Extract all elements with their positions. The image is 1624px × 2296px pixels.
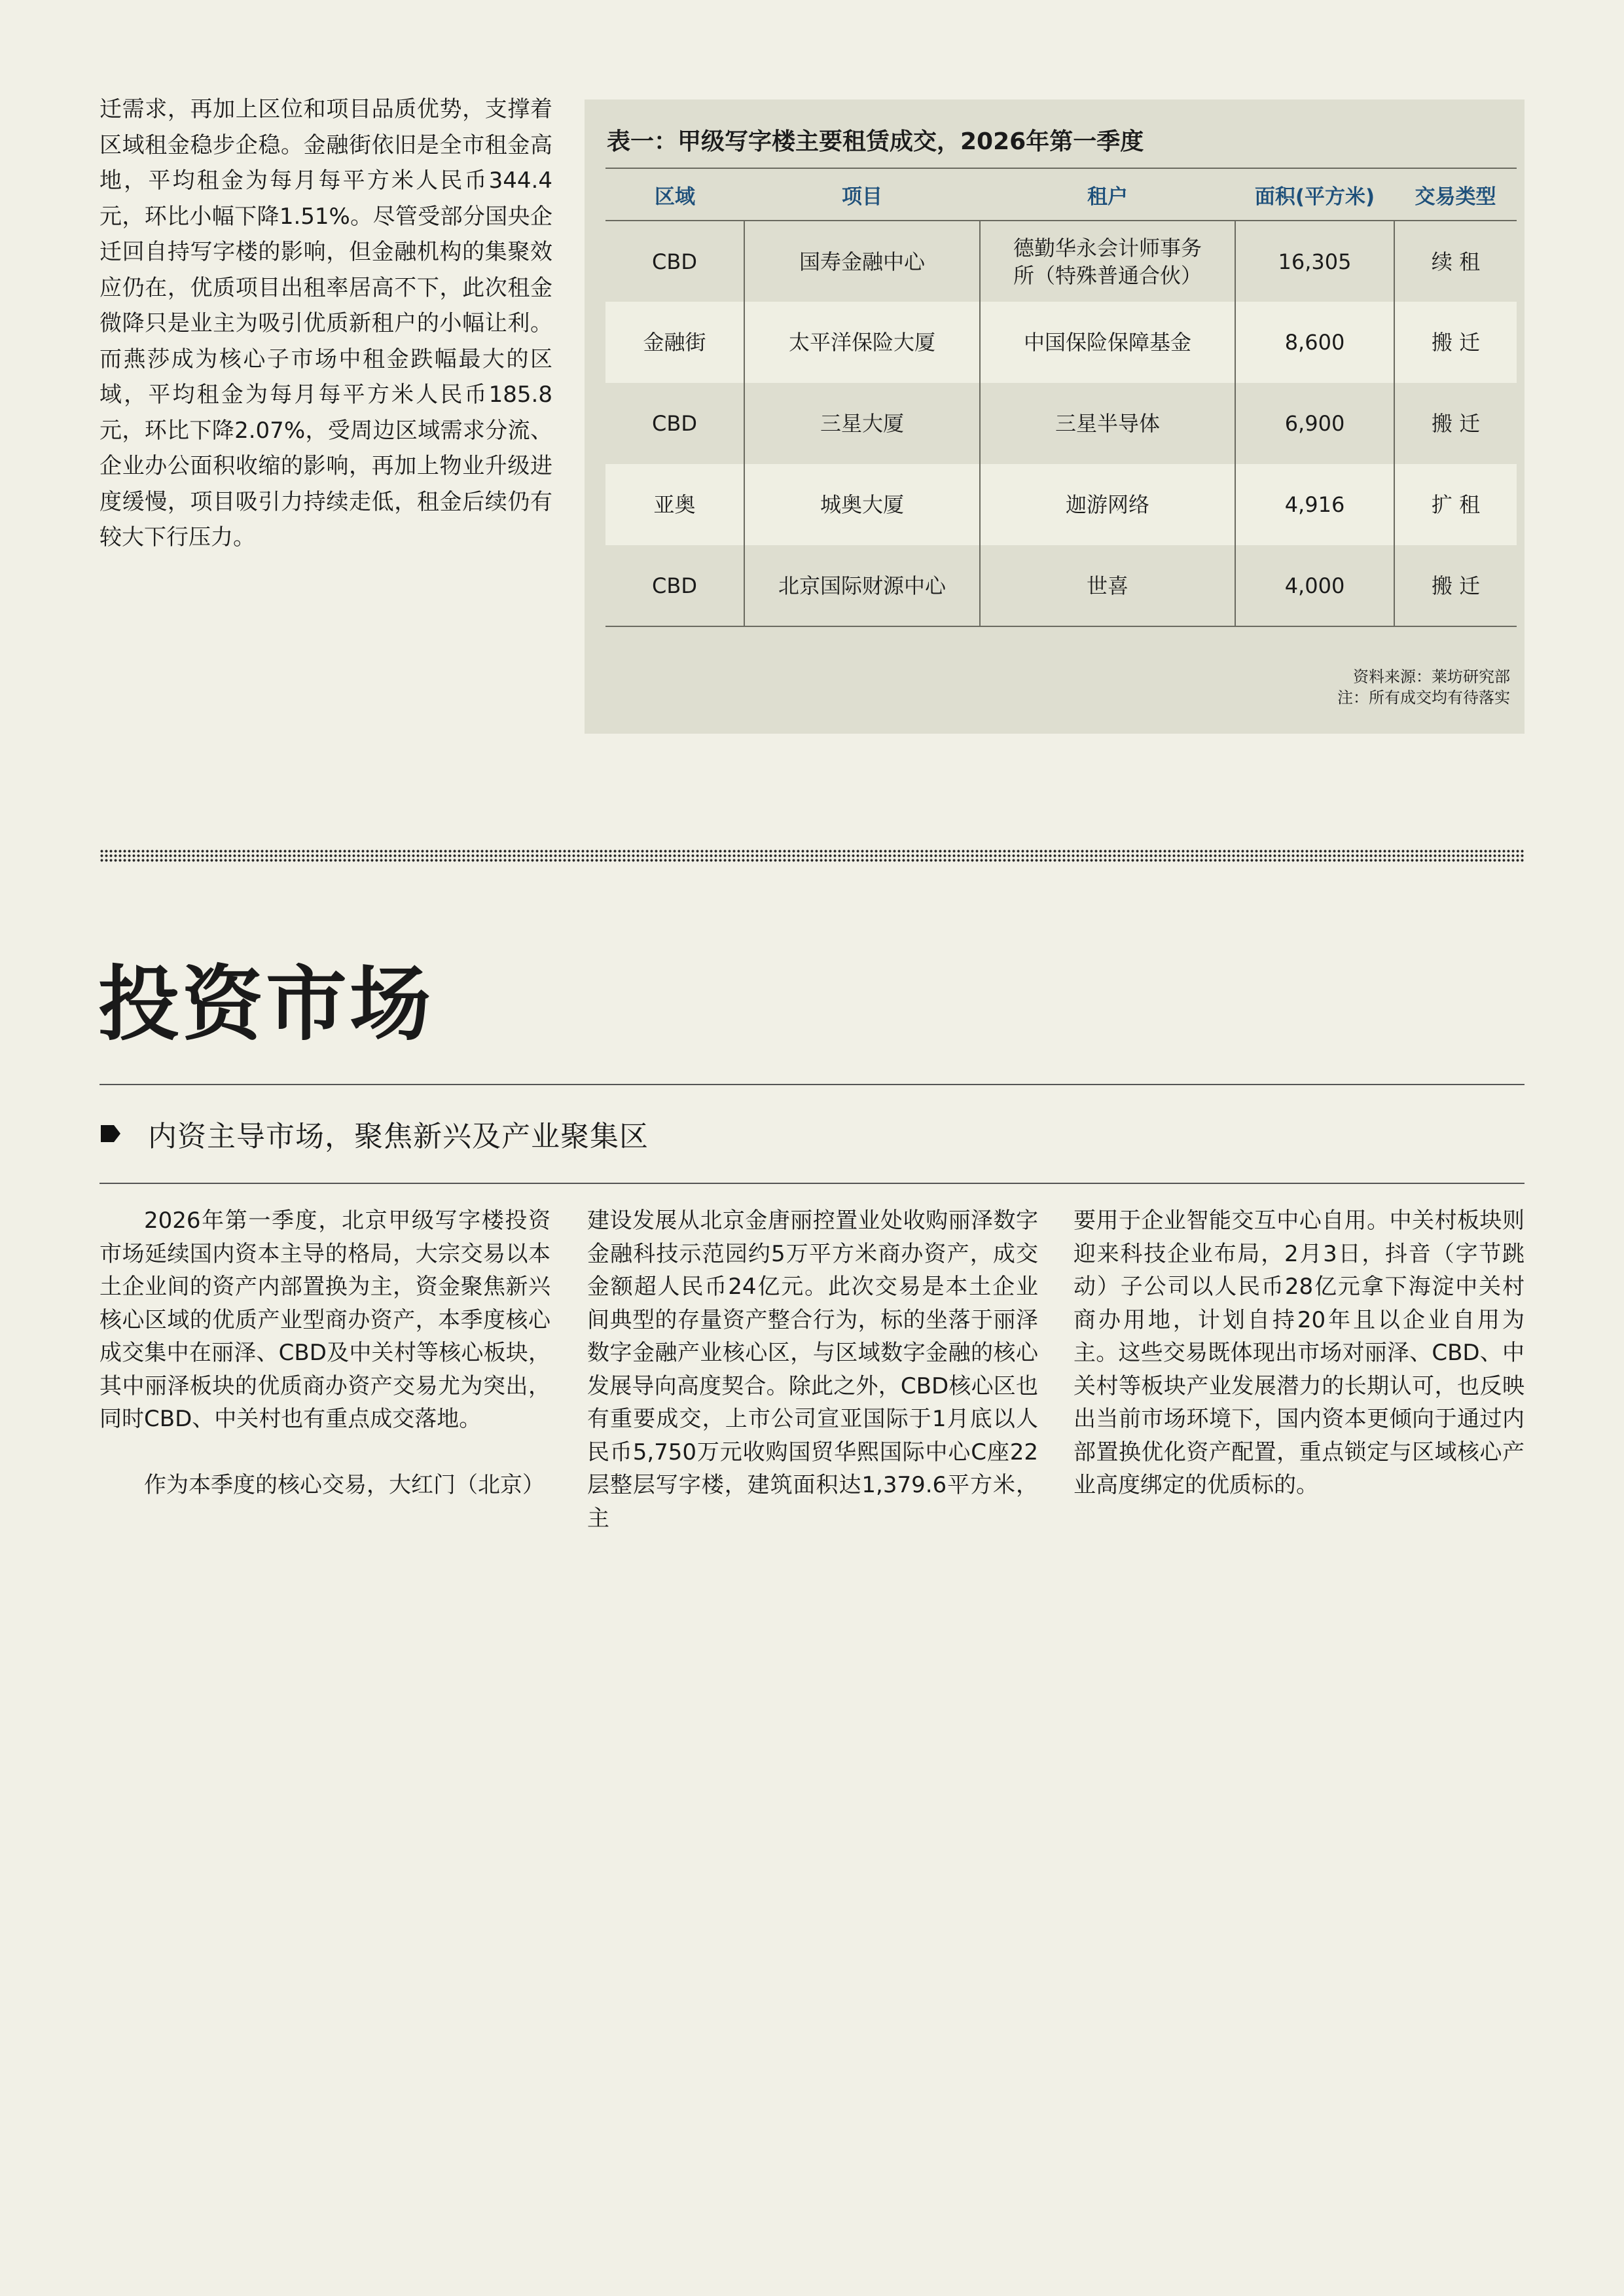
table-note: 注：所有成交均有待落实 xyxy=(1337,689,1510,707)
cell-area: 8,600 xyxy=(1235,302,1394,383)
col-header-project: 项目 xyxy=(744,168,980,221)
table-header-row xyxy=(605,168,1517,221)
body-paragraph: 2026年第一季度，北京甲级写字楼投资市场延续国内资本主导的格局，大宗交易以本土企业间的资产内部置换为主，资金聚焦新兴核心区域的优质产业型商办资产，本季度核心成交集中在丽泽、CBD及中关村等核心板块，其中丽泽板块的优质商办资产交易尤为突出，同时CBD、中关村也有重点成交落地。 xyxy=(99,1208,550,1432)
body-paragraph: 要用于企业智能交互中心自用。中关村板块则迎来科技企业布局，2月3日，抖音（字节跳动）子公司以人民币28亿元拿下海淀中关村商办用地，计划自持20年且以企业自用为主。这些交易既体现出市场对丽泽、CBD、中关村等板块产业发展潜力的长期认可，也反映出当前市场环境下，国内资本更倾向于通过内部置换优化资产配置，重点锁定与区域核心产业高度绑定的优质标的。 xyxy=(1074,1208,1525,1498)
cell-type: 搬 迁 xyxy=(1394,302,1517,383)
section-rule-top xyxy=(99,1084,1525,1085)
cell-tenant: 德勤华永会计师事务所（特殊普通合伙） xyxy=(980,221,1235,302)
dotted-divider xyxy=(99,849,1525,863)
table-row xyxy=(605,221,1517,302)
leasing-table-panel xyxy=(585,99,1525,734)
cell-type: 续 租 xyxy=(1394,221,1517,302)
body-column-2 xyxy=(587,1204,1038,1535)
body-paragraph: 作为本季度的核心交易，大红门（北京） xyxy=(144,1471,545,1498)
cell-district: 亚奥 xyxy=(605,464,744,545)
leasing-table xyxy=(605,168,1517,627)
cell-district: CBD xyxy=(605,545,744,626)
cell-type: 搬 迁 xyxy=(1394,545,1517,626)
subheading-text: 内资主导市场，聚焦新兴及产业聚集区 xyxy=(148,1120,649,1153)
col-header-district: 区域 xyxy=(605,168,744,221)
cell-type: 搬 迁 xyxy=(1394,383,1517,464)
cell-type: 扩 租 xyxy=(1394,464,1517,545)
cell-area: 4,000 xyxy=(1235,545,1394,626)
cell-area: 6,900 xyxy=(1235,383,1394,464)
body-paragraph: 建设发展从北京金唐丽控置业处收购丽泽数字金融科技示范园约5万平方米商办资产，成交金额超人民币24亿元。此次交易是本土企业间典型的存量资产整合行为，标的坐落于丽泽数字金融产业核心区，与区域数字金融的核心发展导向高度契合。除此之外，CBD核心区也有重要成交，上市公司宣亚国际于1月底以人民币5,750万元收购国贸华熙国际中心C座22层整层写字楼，建筑面积达1,379.6平方米，主 xyxy=(587,1208,1038,1532)
cell-tenant: 世喜 xyxy=(980,545,1235,626)
pentagon-arrow-icon xyxy=(99,1122,122,1145)
table-source: 资料来源：莱坊研究部 xyxy=(1353,668,1510,686)
cell-project: 太平洋保险大厦 xyxy=(744,302,980,383)
cell-district: 金融街 xyxy=(605,302,744,383)
cell-tenant: 迦游网络 xyxy=(980,464,1235,545)
section-heading: 投资市场 xyxy=(98,958,434,1052)
cell-tenant: 三星半导体 xyxy=(980,383,1235,464)
col-header-tenant: 租户 xyxy=(980,168,1235,221)
cell-district: CBD xyxy=(652,411,697,436)
table-row xyxy=(605,464,1517,545)
col-header-type: 交易类型 xyxy=(1394,168,1517,221)
table-notes xyxy=(1337,666,1510,708)
intro-text-column xyxy=(99,92,552,556)
cell-area: 16,305 xyxy=(1235,221,1394,302)
table-row xyxy=(605,545,1517,626)
cell-project: 国寿金融中心 xyxy=(744,221,980,302)
body-column-3 xyxy=(1074,1204,1525,1502)
body-column-1 xyxy=(99,1204,550,1501)
section-rule-bottom xyxy=(99,1183,1525,1184)
col-header-area: 面积(平方米) xyxy=(1235,168,1394,221)
section-subheading xyxy=(99,1113,649,1155)
cell-area: 4,916 xyxy=(1235,464,1394,545)
table-row xyxy=(605,383,1517,464)
cell-tenant: 中国保险保障基金 xyxy=(980,302,1235,383)
table-row xyxy=(605,302,1517,383)
table-title: 表一：甲级写字楼主要租赁成交，2026年第一季度 xyxy=(607,128,1144,155)
cell-district: CBD xyxy=(652,249,697,274)
cell-project: 三星大厦 xyxy=(744,383,980,464)
cell-project: 北京国际财源中心 xyxy=(744,545,980,626)
intro-paragraph: 迁需求，再加上区位和项目品质优势，支撑着区域租金稳步企稳。金融街依旧是全市租金高地，平均租金为每月每平方米人民币344.4元，环比小幅下降1.51%。尽管受部分国央企迁回自持写字楼的影响，但金融机构的集聚效应仍在，优质项目出租率居高不下，此次租金微降只是业主为吸引优质新租户的小幅让利。而燕莎成为核心子市场中租金跌幅最大的区域，平均租金为每月每平方米人民币185.8元，环比下降2.07%，受周边区域需求分流、企业办公面积收缩的影响，再加上物业升级进度缓慢，项目吸引力持续走低，租金后续仍有较大下行压力。 xyxy=(99,96,552,550)
cell-project: 城奥大厦 xyxy=(744,464,980,545)
